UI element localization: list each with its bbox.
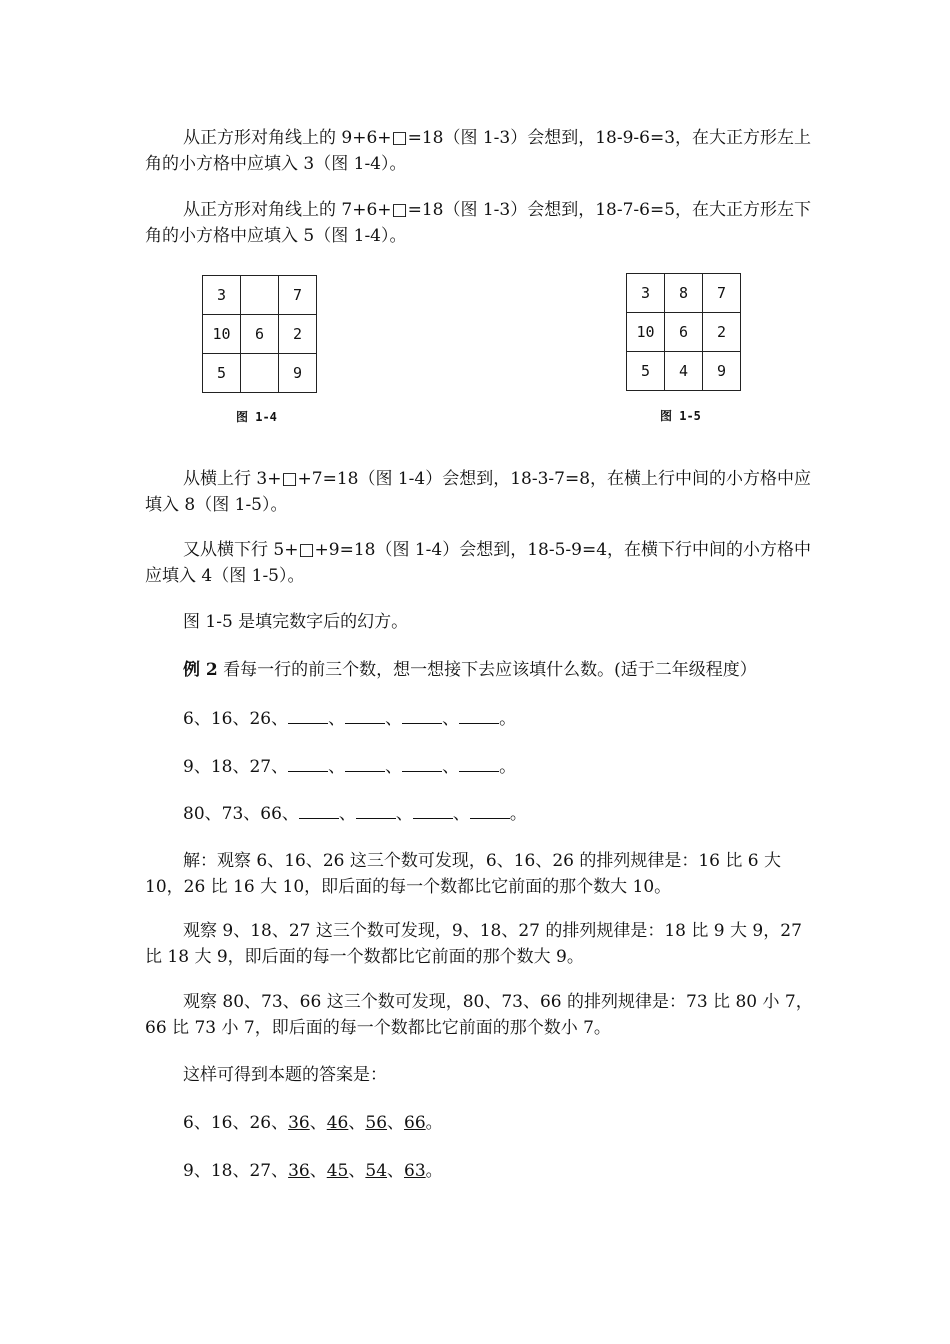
answer-blank [356,802,396,819]
separator: 、 [442,709,460,729]
separator: 、 [348,1113,366,1133]
cell: 2 [279,315,317,354]
end-mark: 。 [509,804,527,824]
answer-blank [345,755,385,772]
cell: 2 [703,313,741,352]
paragraph-4: 又从横下行 5+□+9=18（图 1-4）会想到，18-5-9=4，在横下行中间的小方格中应填入 4（图 1-5）。 [145,540,812,586]
end-mark: 。 [425,1161,443,1181]
solution-paragraph-2: 观察 9、18、27 这三个数可发现，9、18、27 的排列规律是：18 比 9 大 9，27 比 18 大 9，即后面的每一个数都比它前面的那个数大 9。 [145,921,802,967]
answer-value: 46 [326,1113,349,1133]
sequence-prefix: 6、16、26、 [183,709,289,729]
separator: 、 [385,709,403,729]
cell: 6 [665,313,703,352]
separator: 、 [309,1161,327,1181]
answer-blank [299,802,339,819]
cell: 9 [703,352,741,391]
end-mark: 。 [499,757,517,777]
cell: 10 [627,313,665,352]
sequence-1 [183,706,516,732]
answer-value: 36 [288,1113,310,1133]
answer-value: 36 [288,1161,310,1181]
answer-value: 45 [326,1161,349,1181]
cell: 6 [241,315,279,354]
separator: 、 [442,757,460,777]
answer-blank [345,707,385,724]
magic-square-fig-1-5 [626,273,741,391]
sequence-prefix: 80、73、66、 [183,804,299,824]
separator: 、 [385,757,403,777]
separator: 、 [452,804,470,824]
magic-square-fig-1-4 [202,275,317,393]
separator: 、 [348,1161,366,1181]
solution-paragraph-3: 观察 80、73、66 这三个数可发现，80、73、66 的排列规律是：73 比 80 小 7，66 比 73 小 7，即后面的每一个数都比它前面的那个数小 7。 [145,992,813,1038]
answer-intro: 这样可得到本题的答案是： [183,1065,387,1085]
answer-value: 63 [404,1161,426,1181]
separator: 、 [328,709,346,729]
cell: 10 [203,315,241,354]
cell: 3 [627,274,665,313]
cell: 9 [279,354,317,393]
answer-prefix: 9、18、27、 [183,1161,289,1181]
answer-blank [402,707,442,724]
example-label: 例 2 [183,660,218,680]
cell: 4 [665,352,703,391]
answer-blank [288,707,328,724]
answer-blank [402,755,442,772]
answer-line-1 [183,1110,443,1136]
paragraph-5: 图 1-5 是填完数字后的幻方。 [183,612,409,632]
example-2-heading [183,657,757,683]
answer-value: 66 [404,1113,426,1133]
answer-blank [459,707,499,724]
sequence-prefix: 9、18、27、 [183,757,289,777]
paragraph-3: 从横上行 3+□+7=18（图 1-4）会想到，18-3-7=8，在横上行中间的小方格中应填入 8（图 1-5）。 [145,469,812,515]
separator: 、 [387,1113,405,1133]
solution-paragraph-1: 解：观察 6、16、26 这三个数可发现，6、16、26 的排列规律是：16 比 6 大 10，26 比 16 大 10，即后面的每一个数都比它前面的那个数大 10。 [145,851,782,897]
end-mark: 。 [499,709,517,729]
sequence-3 [183,801,527,827]
answer-line-2 [183,1158,443,1184]
answer-blank [459,755,499,772]
example-text: 看每一行的前三个数，想一想接下去应该填什么数。(适于二年级程度） [217,660,757,680]
separator: 、 [338,804,356,824]
separator: 、 [395,804,413,824]
answer-blank [288,755,328,772]
cell: 8 [665,274,703,313]
end-mark: 。 [425,1113,443,1133]
answer-value: 56 [365,1113,388,1133]
figure-caption-1-5: 图 1-5 [660,409,701,423]
cell: 3 [203,276,241,315]
answer-prefix: 6、16、26、 [183,1113,289,1133]
separator: 、 [328,757,346,777]
cell [241,276,279,315]
cell: 5 [203,354,241,393]
answer-blank [413,802,453,819]
paragraph-2: 从正方形对角线上的 7+6+□=18（图 1-3）会想到，18-7-6=5，在大正方形左下角的小方格中应填入 5（图 1-4）。 [145,200,812,246]
separator: 、 [387,1161,405,1181]
cell: 7 [703,274,741,313]
answer-blank [470,802,510,819]
answer-value: 54 [365,1161,388,1181]
cell [241,354,279,393]
figure-caption-1-4: 图 1-4 [236,410,277,424]
cell: 7 [279,276,317,315]
paragraph-1: 从正方形对角线上的 9+6+□=18（图 1-3）会想到，18-9-6=3，在大正方形左上角的小方格中应填入 3（图 1-4）。 [145,128,812,174]
sequence-2 [183,754,516,780]
separator: 、 [309,1113,327,1133]
cell: 5 [627,352,665,391]
